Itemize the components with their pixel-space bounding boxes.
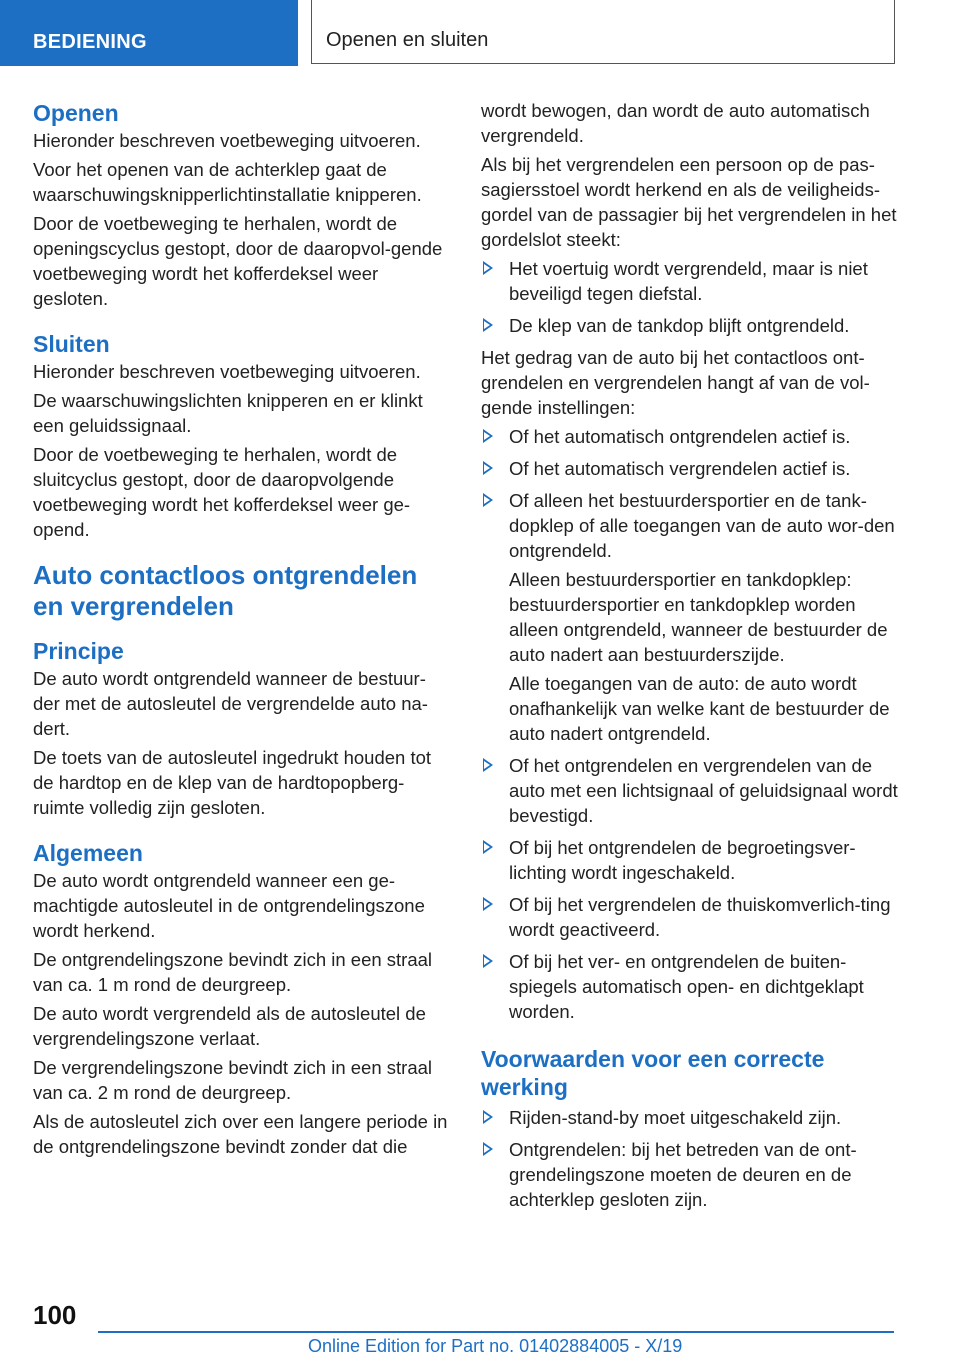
triangle-bullet-icon <box>483 261 493 275</box>
page-number: 100 <box>33 1300 77 1330</box>
list-item: Of het ontgrendelen en vergrendelen van de auto met een lichtsignaal of geluidsignaal wordt bevestigd. <box>481 753 899 828</box>
sub-paragraph: Alle toegangen van de auto: de auto wordt onafhankelijk van welke kant de bestuurder de auto nadert ontgrendeld. <box>509 673 890 744</box>
heading-contactloos: Auto contactloos ontgrendelen en vergrendelen <box>33 560 418 621</box>
paragraph: De toets van de autosleutel ingedrukt houden tot de hardtop en de klep van de hardtopopberg-ruimte volledig zijn gesloten. <box>33 747 432 818</box>
triangle-bullet-icon <box>483 897 493 911</box>
list-item: Ontgrendelen: bij het betreden van de ont-grendelingszone moeten de deuren en de achterklep gesloten zijn. <box>481 1137 899 1212</box>
footer-divider <box>98 1331 894 1333</box>
list-item: Of het automatisch vergrendelen actief is. <box>481 456 899 481</box>
heading-openen: Openen <box>33 100 119 126</box>
section-tab: BEDIENING <box>0 0 298 66</box>
chapter-tab: Openen en sluiten <box>311 0 895 64</box>
paragraph: Het gedrag van de auto bij het contactloos ont-grendelen en vergrendelen hangt af van de vol-gende instellingen: <box>481 347 870 418</box>
list-item: Of alleen het bestuurdersportier en de tank-dopklep of alle toegangen van de auto wor-den ontgrendeld. Alleen bestuurdersportier en tankdopklep: bestuurdersportier en tankdopklep worden alleen ontgrendeld, wanneer de bestuurder de auto nadert aan bestuurderszijde. Alle toegangen van de auto: de auto wordt onafhankelijk van welke kant de bestuurder de auto nadert ontgrendeld. <box>481 488 899 746</box>
paragraph: De auto wordt vergrendeld als de autosleutel de vergrendelingszone verlaat. <box>33 1003 426 1049</box>
heading-sluiten: Sluiten <box>33 331 110 357</box>
heading-principe: Principe <box>33 638 124 664</box>
paragraph: Hieronder beschreven voetbeweging uitvoeren. <box>33 130 421 151</box>
paragraph: Hieronder beschreven voetbeweging uitvoeren. <box>33 361 421 382</box>
list-item: Of bij het ontgrendelen de begroetingsver-lichting wordt ingeschakeld. <box>481 835 899 885</box>
paragraph: Door de voetbeweging te herhalen, wordt de openingscyclus gestopt, door de daaropvol-gende voetbeweging wordt het kofferdeksel weer gesloten. <box>33 213 443 309</box>
edition-note: Online Edition for Part no. 01402884005 - X/19 <box>308 1336 683 1356</box>
triangle-bullet-icon <box>483 1110 493 1124</box>
triangle-bullet-icon <box>483 493 493 507</box>
sub-paragraph: Alleen bestuurdersportier en tankdopklep: bestuurdersportier en tankdopklep worden alleen ontgrendeld, wanneer de bestuurder de auto nadert aan bestuurderszijde. <box>509 569 888 665</box>
heading-voorwaarden: Voorwaarden voor een correcte werking <box>481 1046 825 1100</box>
paragraph: De vergrendelingszone bevindt zich in een straal van ca. 2 m rond de deurgreep. <box>33 1057 433 1103</box>
paragraph: Door de voetbeweging te herhalen, wordt de sluitcyclus gestopt, door de daaropvolgende voetbeweging wordt het kofferdeksel weer ge-opend. <box>33 444 411 540</box>
triangle-bullet-icon <box>483 1142 493 1156</box>
paragraph: De auto wordt ontgrendeld wanneer de bestuur-der met de autosleutel de vergrendelde auto na-dert. <box>33 668 428 739</box>
bullet-list <box>481 424 899 1024</box>
triangle-bullet-icon <box>483 840 493 854</box>
paragraph: wordt bewogen, dan wordt de auto automatisch vergrendeld. <box>481 100 870 146</box>
right-column <box>481 98 899 1219</box>
list-item: Of bij het vergrendelen de thuiskomverlich-ting wordt geactiveerd. <box>481 892 899 942</box>
triangle-bullet-icon <box>483 954 493 968</box>
paragraph: Voor het openen van de achterklep gaat de waarschuwingsknipperlichtinstallatie knipperen. <box>33 159 422 205</box>
list-item: Of het automatisch ontgrendelen actief is. <box>481 424 899 449</box>
paragraph: Als bij het vergrendelen een persoon op de pas-sagiersstoel wordt herkend en als de veiligheids-gordel van de passagier bij het vergrendelen in het gordelslot steekt: <box>481 154 897 250</box>
paragraph: De ontgrendelingszone bevindt zich in een straal van ca. 1 m rond de deurgreep. <box>33 949 433 995</box>
paragraph: Als de autosleutel zich over een langere periode in de ontgrendelingszone bevindt zonder dat die <box>33 1111 448 1157</box>
left-column <box>33 98 451 1163</box>
triangle-bullet-icon <box>483 461 493 475</box>
page-header <box>0 0 960 66</box>
bullet-list <box>481 256 899 338</box>
triangle-bullet-icon <box>483 758 493 772</box>
list-item: Of bij het ver- en ontgrendelen de buiten-spiegels automatisch open- en dichtgeklapt worden. <box>481 949 899 1024</box>
triangle-bullet-icon <box>483 429 493 443</box>
paragraph: De waarschuwingslichten knipperen en er klinkt een geluidssignaal. <box>33 390 423 436</box>
list-item: Het voertuig wordt vergrendeld, maar is niet beveiligd tegen diefstal. <box>481 256 899 306</box>
paragraph: De auto wordt ontgrendeld wanneer een ge-machtigde autosleutel in de ontgrendelingszone wordt herkend. <box>33 870 425 941</box>
triangle-bullet-icon <box>483 318 493 332</box>
list-item: Rijden-stand-by moet uitgeschakeld zijn. <box>481 1105 899 1130</box>
heading-algemeen: Algemeen <box>33 840 143 866</box>
list-item: De klep van de tankdop blijft ontgrendeld. <box>481 313 899 338</box>
bullet-list <box>481 1105 899 1212</box>
